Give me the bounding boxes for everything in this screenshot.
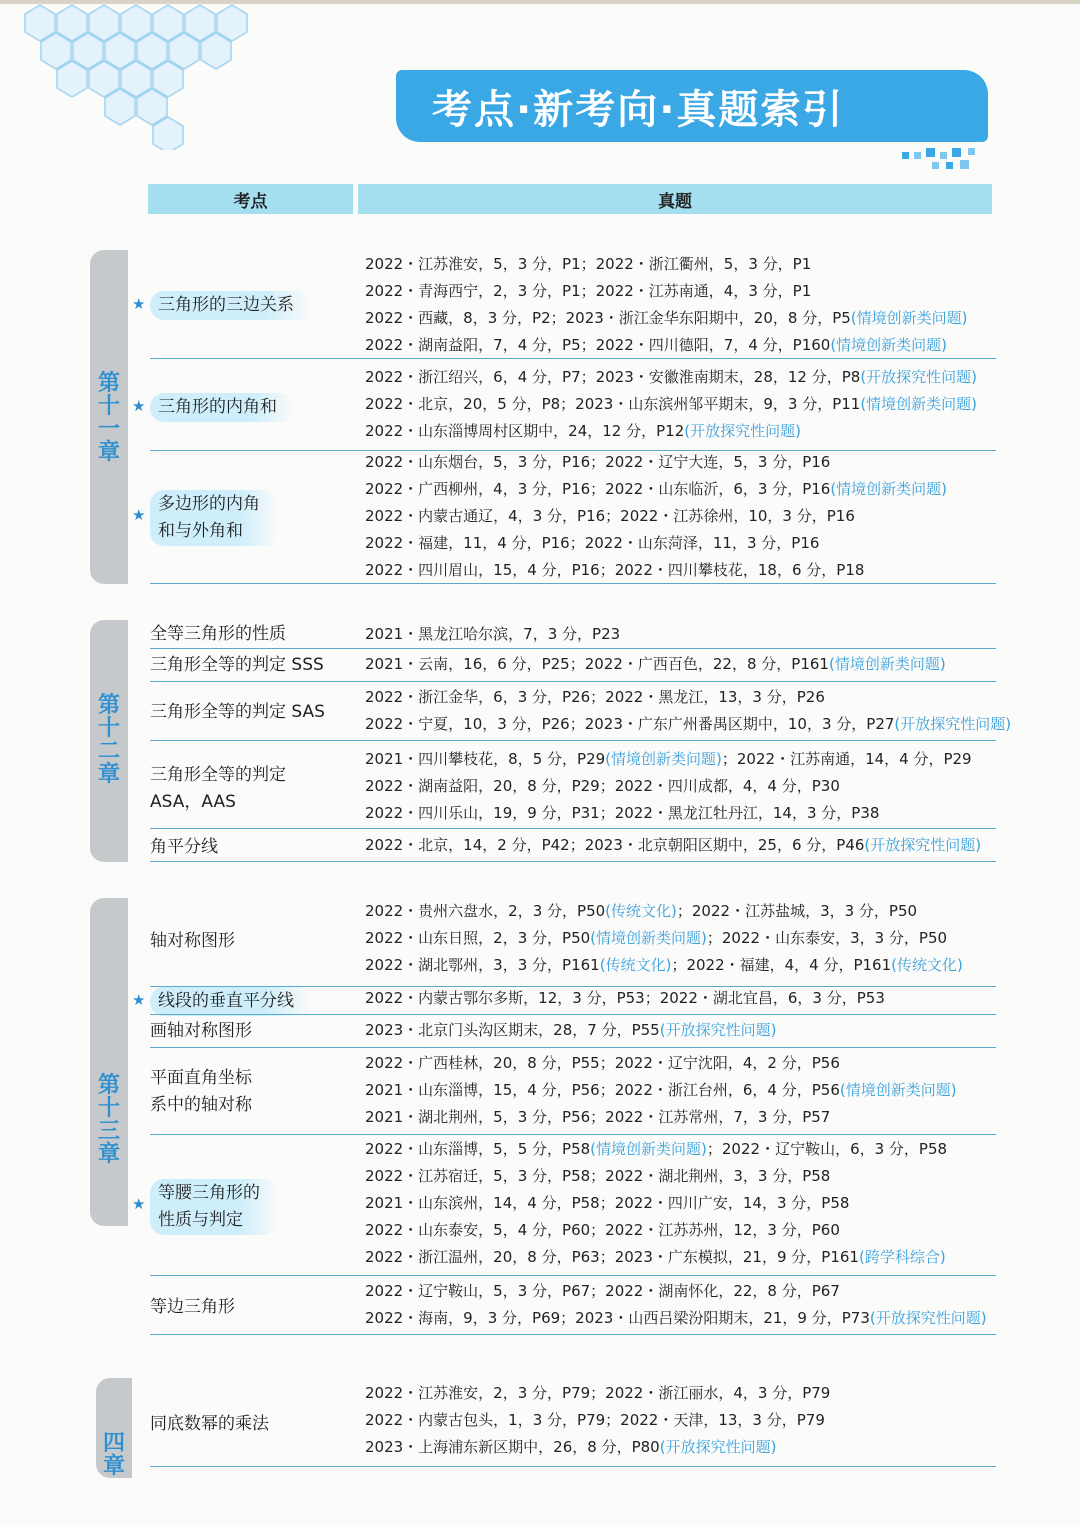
row-divider: [150, 1134, 996, 1135]
question-entry: [365, 278, 811, 305]
topic-label: 轴对称图形: [150, 931, 235, 951]
row-divider: [150, 1466, 996, 1467]
question-source-text: 2022・贵州六盘水，2，3 分，P50: [365, 902, 606, 920]
question-entry: [365, 530, 819, 557]
row-divider: [150, 1334, 996, 1335]
chapter-char: 第: [97, 693, 120, 718]
row-divider: [150, 1275, 996, 1276]
question-source-text: 2022・宁夏，10，3 分，P26；2023・广东广州番禺区期中，10，3 分，P27: [365, 715, 895, 733]
question-source-text: 2022・北京，14，2 分，P42；2023・北京朝阳区期中，25，6 分，P46: [365, 836, 865, 854]
chapter-char: 十: [97, 394, 120, 419]
question-source-text: 2022・四川眉山，15，4 分，P16；2022・四川攀枝花，18，6 分，P18: [365, 561, 865, 579]
question-entry: [365, 1163, 830, 1190]
topic-label-line: 多边形的内角: [158, 494, 260, 514]
topic-label-line: 三角形全等的判定: [150, 765, 286, 785]
question-entry: [365, 1278, 840, 1305]
question-source-text: 2022・江苏宿迁，5，3 分，P58；2022・湖北荆州，3，3 分，P58: [365, 1167, 831, 1185]
question-source-text: 2021・湖北荆州，5，3 分，P56；2022・江苏常州，7，3 分，P57: [365, 1108, 831, 1126]
column-header-topic-label: 考点: [233, 191, 268, 212]
star-icon: ★: [132, 991, 146, 1009]
question-entry: [365, 898, 917, 925]
question-source-text: 2022・辽宁鞍山，5，3 分，P67；2022・湖南怀化，22，8 分，P67: [365, 1282, 840, 1300]
pixel-decoration: [902, 148, 982, 176]
question-entry: [365, 952, 963, 979]
question-source-text: 2023・北京门头沟区期末，28，7 分，P55: [365, 1021, 660, 1039]
topic-label: 画轴对称图形: [150, 1021, 252, 1041]
question-source-text: 2022・江苏淮安，2，3 分，P79；2022・浙江丽水，4，3 分，P79: [365, 1384, 831, 1402]
topic-label: 等边三角形: [150, 1297, 235, 1317]
chapter-label-13: [90, 1074, 128, 1166]
chapter-char: 第: [97, 1073, 120, 1098]
chapter-label-11-text: [90, 372, 128, 464]
chapter-label-14: [96, 1432, 132, 1478]
question-entry: [365, 251, 811, 278]
question-entry: [365, 985, 885, 1012]
topic-label-line: 性质与判定: [158, 1210, 243, 1230]
question-source-text: 2022・山东泰安，5，4 分，P60；2022・江苏苏州，12，3 分，P60: [365, 1221, 840, 1239]
topic-label: [150, 490, 278, 546]
question-entry: [365, 800, 879, 827]
question-source-text: ；2022・山东泰安，3，3 分，P50: [706, 929, 948, 947]
question-entry: [365, 1017, 776, 1044]
question-source-text: 2022・四川乐山，19，9 分，P31；2022・黑龙江牡丹江，14，3 分，P38: [365, 804, 880, 822]
chapter-label-14-text: [96, 1432, 132, 1478]
question-category-tag: (开放探究性问题): [860, 368, 978, 386]
question-entry: [365, 418, 801, 445]
question-category-tag: (传统文化): [599, 956, 672, 974]
chapter-label-12: [90, 694, 128, 786]
topic-label: 角平分线: [150, 837, 218, 857]
chapter-label-13-text: [90, 1074, 128, 1166]
question-source-text: 2022・江苏淮安，5，3 分，P1；2022・浙江衢州，5，3 分，P1: [365, 255, 812, 273]
question-category-tag: (情境创新类问题): [839, 1081, 957, 1099]
question-entry: [365, 1380, 830, 1407]
question-source-text: ；2022・福建，4，4 分，P161: [671, 956, 892, 974]
chapter-char: 第: [97, 371, 120, 396]
question-source-text: ；2022・江苏南通，14，4 分，P29: [721, 750, 972, 768]
question-category-tag: (情境创新类问题): [590, 1140, 707, 1158]
topic-label-line: 系中的轴对称: [150, 1095, 252, 1115]
question-source-text: 2022・广西桂林，20，8 分，P55；2022・辽宁沈阳，4，2 分，P56: [365, 1054, 840, 1072]
topic-label-line: ASA，AAS: [150, 792, 236, 812]
question-source-text: 2022・青海西宁，2，3 分，P1；2022・江苏南通，4，3 分，P1: [365, 282, 812, 300]
question-source-text: 2022・海南，9，3 分，P69；2023・山西吕梁汾阳期末，21，9 分，P73: [365, 1309, 870, 1327]
star-icon: ★: [132, 397, 146, 415]
question-entry: [365, 476, 947, 503]
question-category-tag: (情境创新类问题): [830, 336, 948, 354]
question-entry: [365, 391, 977, 418]
chapter-char: 章: [97, 440, 120, 465]
question-entry: [365, 651, 946, 678]
question-entry: [365, 621, 620, 648]
question-entry: [365, 557, 864, 584]
chapter-char: 章: [97, 1142, 120, 1167]
row-divider: [150, 861, 996, 862]
question-category-tag: (情境创新类问题): [605, 750, 722, 768]
question-source-text: 2021・山东淄博，15，4 分，P56；2022・浙江台州，6，4 分，P56: [365, 1081, 840, 1099]
question-entry: [365, 1050, 840, 1077]
question-source-text: 2022・湖北鄂州，3，3 分，P161: [365, 956, 600, 974]
question-source-text: 2022・内蒙古鄂尔多斯，12，3 分，P53；2022・湖北宜昌，6，3 分，P53: [365, 989, 885, 1007]
topic-label: 同底数幂的乘法: [150, 1414, 269, 1434]
question-category-tag: (传统文化): [605, 902, 677, 920]
row-divider: [150, 1014, 996, 1015]
question-entry: [365, 503, 855, 530]
row-divider: [150, 1047, 996, 1048]
question-entry: [365, 1434, 776, 1461]
question-category-tag: (情境创新类问题): [830, 480, 948, 498]
question-entry: [365, 1244, 946, 1271]
question-category-tag: (开放探究性问题): [864, 836, 982, 854]
chapter-char: 四: [102, 1431, 125, 1456]
question-source-text: 2022・浙江绍兴，6，4 分，P7；2023・安徽淮南期末，28，12 分，P8: [365, 368, 861, 386]
question-source-text: 2021・黑龙江哈尔滨，7，3 分，P23: [365, 625, 621, 643]
topic-label-line: 平面直角坐标: [150, 1068, 252, 1088]
question-source-text: 2021・山东滨州，14，4 分，P58；2022・四川广安，14，3 分，P58: [365, 1194, 850, 1212]
row-divider: [150, 828, 996, 829]
question-category-tag: (开放探究性问题): [869, 1309, 987, 1327]
chapter-char: 一: [97, 417, 120, 442]
question-category-tag: (开放探究性问题): [894, 715, 1012, 733]
star-icon: ★: [132, 295, 146, 313]
question-source-text: 2022・浙江金华，6，3 分，P26；2022・黑龙江，13，3 分，P26: [365, 688, 825, 706]
chapter-char: 三: [97, 1119, 120, 1144]
chapter-char: 二: [97, 739, 120, 764]
question-entry: [365, 832, 981, 859]
question-entry: [365, 925, 947, 952]
column-header-questions: [358, 184, 992, 214]
row-divider: [150, 648, 996, 649]
question-entry: [365, 1104, 830, 1131]
topic-label-line: 和与外角和: [158, 521, 243, 541]
question-category-tag: (情境创新类问题): [828, 655, 946, 673]
question-entry: [365, 773, 840, 800]
chapter-label-12-text: [90, 694, 128, 786]
question-category-tag: (跨学科综合): [858, 1248, 946, 1266]
question-source-text: 2022・山东淄博，5，5 分，P58: [365, 1140, 591, 1158]
question-entry: [365, 1077, 957, 1104]
topic-label: [150, 762, 286, 816]
question-source-text: 2023・上海浦东新区期中，26，8 分，P80: [365, 1438, 660, 1456]
question-entry: [365, 1305, 987, 1332]
topic-label: [150, 1179, 278, 1235]
question-entry: [365, 1217, 840, 1244]
question-category-tag: (情境创新类问题): [590, 929, 707, 947]
question-source-text: 2022・内蒙古通辽，4，3 分，P16；2022・江苏徐州，10，3 分，P16: [365, 507, 855, 525]
question-category-tag: (情境创新类问题): [860, 395, 978, 413]
question-category-tag: (传统文化): [891, 956, 963, 974]
question-source-text: 2022・西藏，8，3 分，P2；2023・浙江金华东阳期中，20，8 分，P5: [365, 309, 851, 327]
question-entry: [365, 364, 977, 391]
question-source-text: 2022・湖南益阳，7，4 分，P5；2022・四川德阳，7，4 分，P160: [365, 336, 831, 354]
chapter-label-11: [90, 372, 128, 464]
question-entry: [365, 1190, 849, 1217]
question-source-text: 2022・山东淄博周村区期中，24，12 分，P12: [365, 422, 685, 440]
column-header-questions-label: 真题: [658, 191, 692, 212]
row-divider: [150, 681, 996, 682]
question-entry: [365, 332, 947, 359]
question-entry: [365, 449, 830, 476]
question-source-text: 2022・北京，20，5 分，P8；2023・山东滨州邹平期末，9，3 分，P11: [365, 395, 861, 413]
question-entry: [365, 711, 1011, 738]
question-source-text: ；2022・江苏盐城，3，3 分，P50: [676, 902, 918, 920]
topic-label: 三角形的三边关系: [150, 291, 312, 320]
question-entry: [365, 305, 968, 332]
question-entry: [365, 1136, 947, 1163]
page-title-banner: [396, 70, 988, 142]
question-entry: [365, 746, 972, 773]
question-source-text: 2021・云南，16，6 分，P25；2022・广西百色，22，8 分，P161: [365, 655, 829, 673]
column-header-topic: [148, 184, 353, 214]
star-icon: ★: [132, 1195, 146, 1213]
question-source-text: 2021・四川攀枝花，8，5 分，P29: [365, 750, 606, 768]
question-category-tag: (开放探究性问题): [659, 1021, 777, 1039]
hexagon-pattern-decoration: [10, 0, 310, 150]
star-icon: ★: [132, 506, 146, 524]
row-divider: [150, 583, 996, 584]
row-divider: [150, 740, 996, 741]
question-source-text: 2022・山东日照，2，3 分，P50: [365, 929, 591, 947]
question-source-text: 2022・内蒙古包头，1，3 分，P79；2022・天津，13，3 分，P79: [365, 1411, 825, 1429]
row-divider: [150, 358, 996, 359]
question-category-tag: (情境创新类问题): [850, 309, 968, 327]
question-category-tag: (开放探究性问题): [659, 1438, 777, 1456]
topic-label-line: 等腰三角形的: [158, 1183, 260, 1203]
question-source-text: 2022・湖南益阳，20，8 分，P29；2022・四川成都，4，4 分，P30: [365, 777, 840, 795]
topic-label: 三角形全等的判定 SAS: [150, 702, 325, 722]
question-source-text: 2022・广西柳州，4，3 分，P16；2022・山东临沂，6，3 分，P16: [365, 480, 831, 498]
question-source-text: 2022・山东烟台，5，3 分，P16；2022・辽宁大连，5，3 分，P16: [365, 453, 831, 471]
topic-label: 三角形的内角和: [150, 393, 295, 422]
question-source-text: 2022・浙江温州，20，8 分，P63；2023・广东模拟，21，9 分，P161: [365, 1248, 859, 1266]
topic-label: 全等三角形的性质: [150, 624, 286, 644]
question-entry: [365, 684, 825, 711]
chapter-char: 章: [102, 1454, 125, 1479]
chapter-char: 十: [97, 1096, 120, 1121]
question-entry: [365, 1407, 825, 1434]
chapter-char: 十: [97, 716, 120, 741]
page-title: 考点·新考向·真题索引: [432, 86, 845, 133]
topic-label: 三角形全等的判定 SSS: [150, 655, 324, 675]
chapter-tab-13: [90, 898, 128, 1226]
topic-label: 线段的垂直平分线: [150, 987, 312, 1016]
topic-label: [150, 1065, 252, 1119]
chapter-char: 章: [97, 762, 120, 787]
question-source-text: ；2022・辽宁鞍山，6，3 分，P58: [706, 1140, 948, 1158]
question-source-text: 2022・福建，11，4 分，P16；2022・山东菏泽，11，3 分，P16: [365, 534, 820, 552]
question-category-tag: (开放探究性问题): [684, 422, 801, 440]
